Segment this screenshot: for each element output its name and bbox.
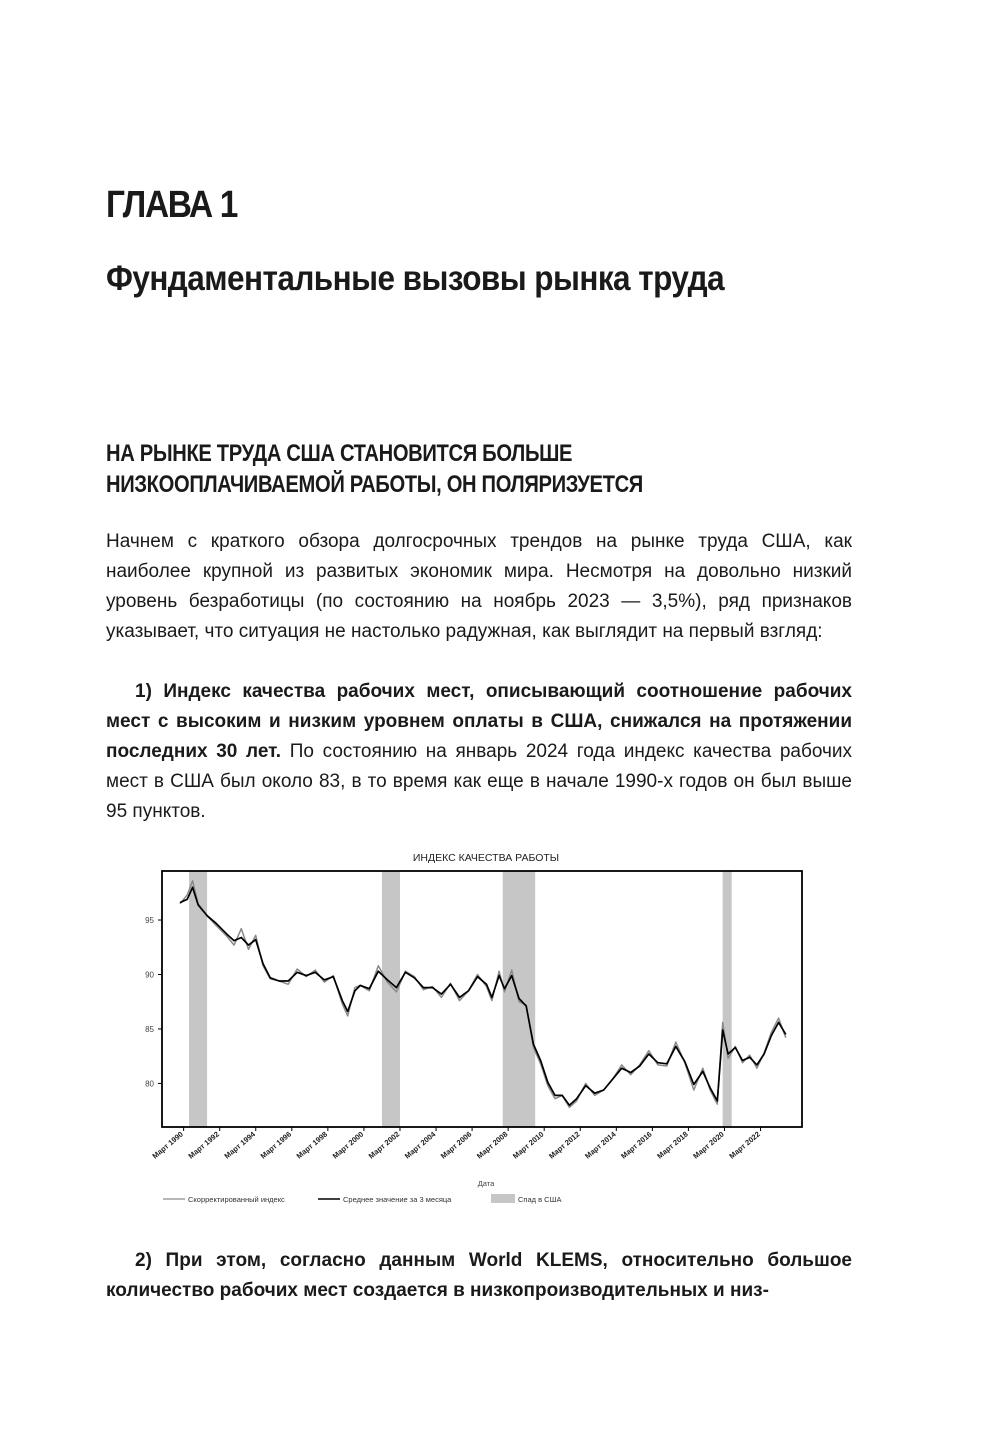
x-tick-label: Март 2014 (583, 1129, 618, 1161)
x-tick-label: Март 2022 (727, 1129, 762, 1161)
point-1-rest: По состоянию на январь 2024 года индекс качества рабочих мест в США был около 83, в то время как еще в начале 1990-х годов он был выше 95 пунктов. (106, 741, 852, 822)
y-tick-label: 80 (145, 1079, 154, 1089)
y-tick-label: 90 (145, 970, 154, 980)
section-heading: НА РЫНКЕ ТРУДА США СТАНОВИТСЯ БОЛЬШЕ НИЗКООПЛАЧИВАЕМОЙ РАБОТЫ, ОН ПОЛЯРИЗУЕТСЯ (106, 440, 643, 498)
series-line-adjusted (180, 881, 786, 1108)
x-tick-label: Март 2000 (330, 1129, 366, 1161)
x-tick-label: Март 2006 (438, 1129, 474, 1161)
x-axis-ticks (150, 1127, 761, 1161)
y-tick-label: 95 (145, 916, 154, 926)
recession-band-4 (723, 871, 732, 1127)
chapter-label: ГЛАВА 1 (106, 184, 238, 226)
series-lines (180, 881, 786, 1108)
recession-band-2 (382, 871, 400, 1127)
chart-title: ИНДЕКС КАЧЕСТВА РАБОТЫ (412, 852, 560, 864)
x-tick-label: Март 1994 (222, 1129, 258, 1161)
plot-frame (162, 871, 802, 1127)
x-axis-label: Дата (477, 1179, 495, 1188)
legend-label-average: Среднее значение за 3 месяца (343, 1195, 452, 1204)
chapter-title: Фундаментальные вызовы рынка труда (106, 259, 725, 298)
x-tick-label: Март 2016 (619, 1129, 654, 1161)
legend-swatch-recession (491, 1194, 515, 1203)
x-tick-label: Март 1998 (294, 1129, 330, 1161)
x-tick-label: Март 1990 (150, 1129, 185, 1161)
y-axis-ticks (145, 916, 162, 1088)
series-line-average (180, 887, 786, 1105)
x-tick-label: Март 1992 (186, 1129, 221, 1161)
x-tick-label: Март 2008 (474, 1129, 510, 1161)
x-tick-label: Март 2012 (547, 1129, 582, 1161)
x-tick-label: Март 1996 (258, 1129, 294, 1161)
point-2-paragraph (106, 1246, 852, 1306)
recession-band-1 (189, 871, 207, 1127)
point-2-bold: 2) При этом, согласно данным World KLEMS, относительно большое количество рабочих мест создается в низкопроизводительных и низ- (106, 1250, 852, 1301)
point-1-bold: 1) Индекс качества рабочих мест, описывающий соотношение рабочих мест с высоким и низким уровнем оплаты в США, снижался на протяжении последних 30 лет. (106, 681, 852, 762)
legend-label-adjusted: Скорректированный индекс (188, 1195, 285, 1204)
x-tick-label: Март 2002 (366, 1129, 402, 1161)
y-tick-label: 85 (145, 1024, 154, 1034)
x-tick-label: Март 2018 (655, 1129, 690, 1161)
x-tick-label: Март 2010 (511, 1129, 546, 1161)
legend (163, 1194, 561, 1204)
x-tick-label: Март 2020 (691, 1129, 726, 1161)
intro-paragraph: Начнем с краткого обзора долгосрочных трендов на рынке труда США, как наиболее крупной из развитых экономик мира. Несмотря на довольно низкий уровень безработицы (по состоянию на ноябрь 2023 — 3,5%), ряд признаков указывает, что ситуация не настолько радужная, как выглядит на первый взгляд: (106, 531, 852, 642)
legend-label-recession: Спад в США (518, 1195, 562, 1204)
x-tick-label: Март 2004 (402, 1129, 438, 1161)
